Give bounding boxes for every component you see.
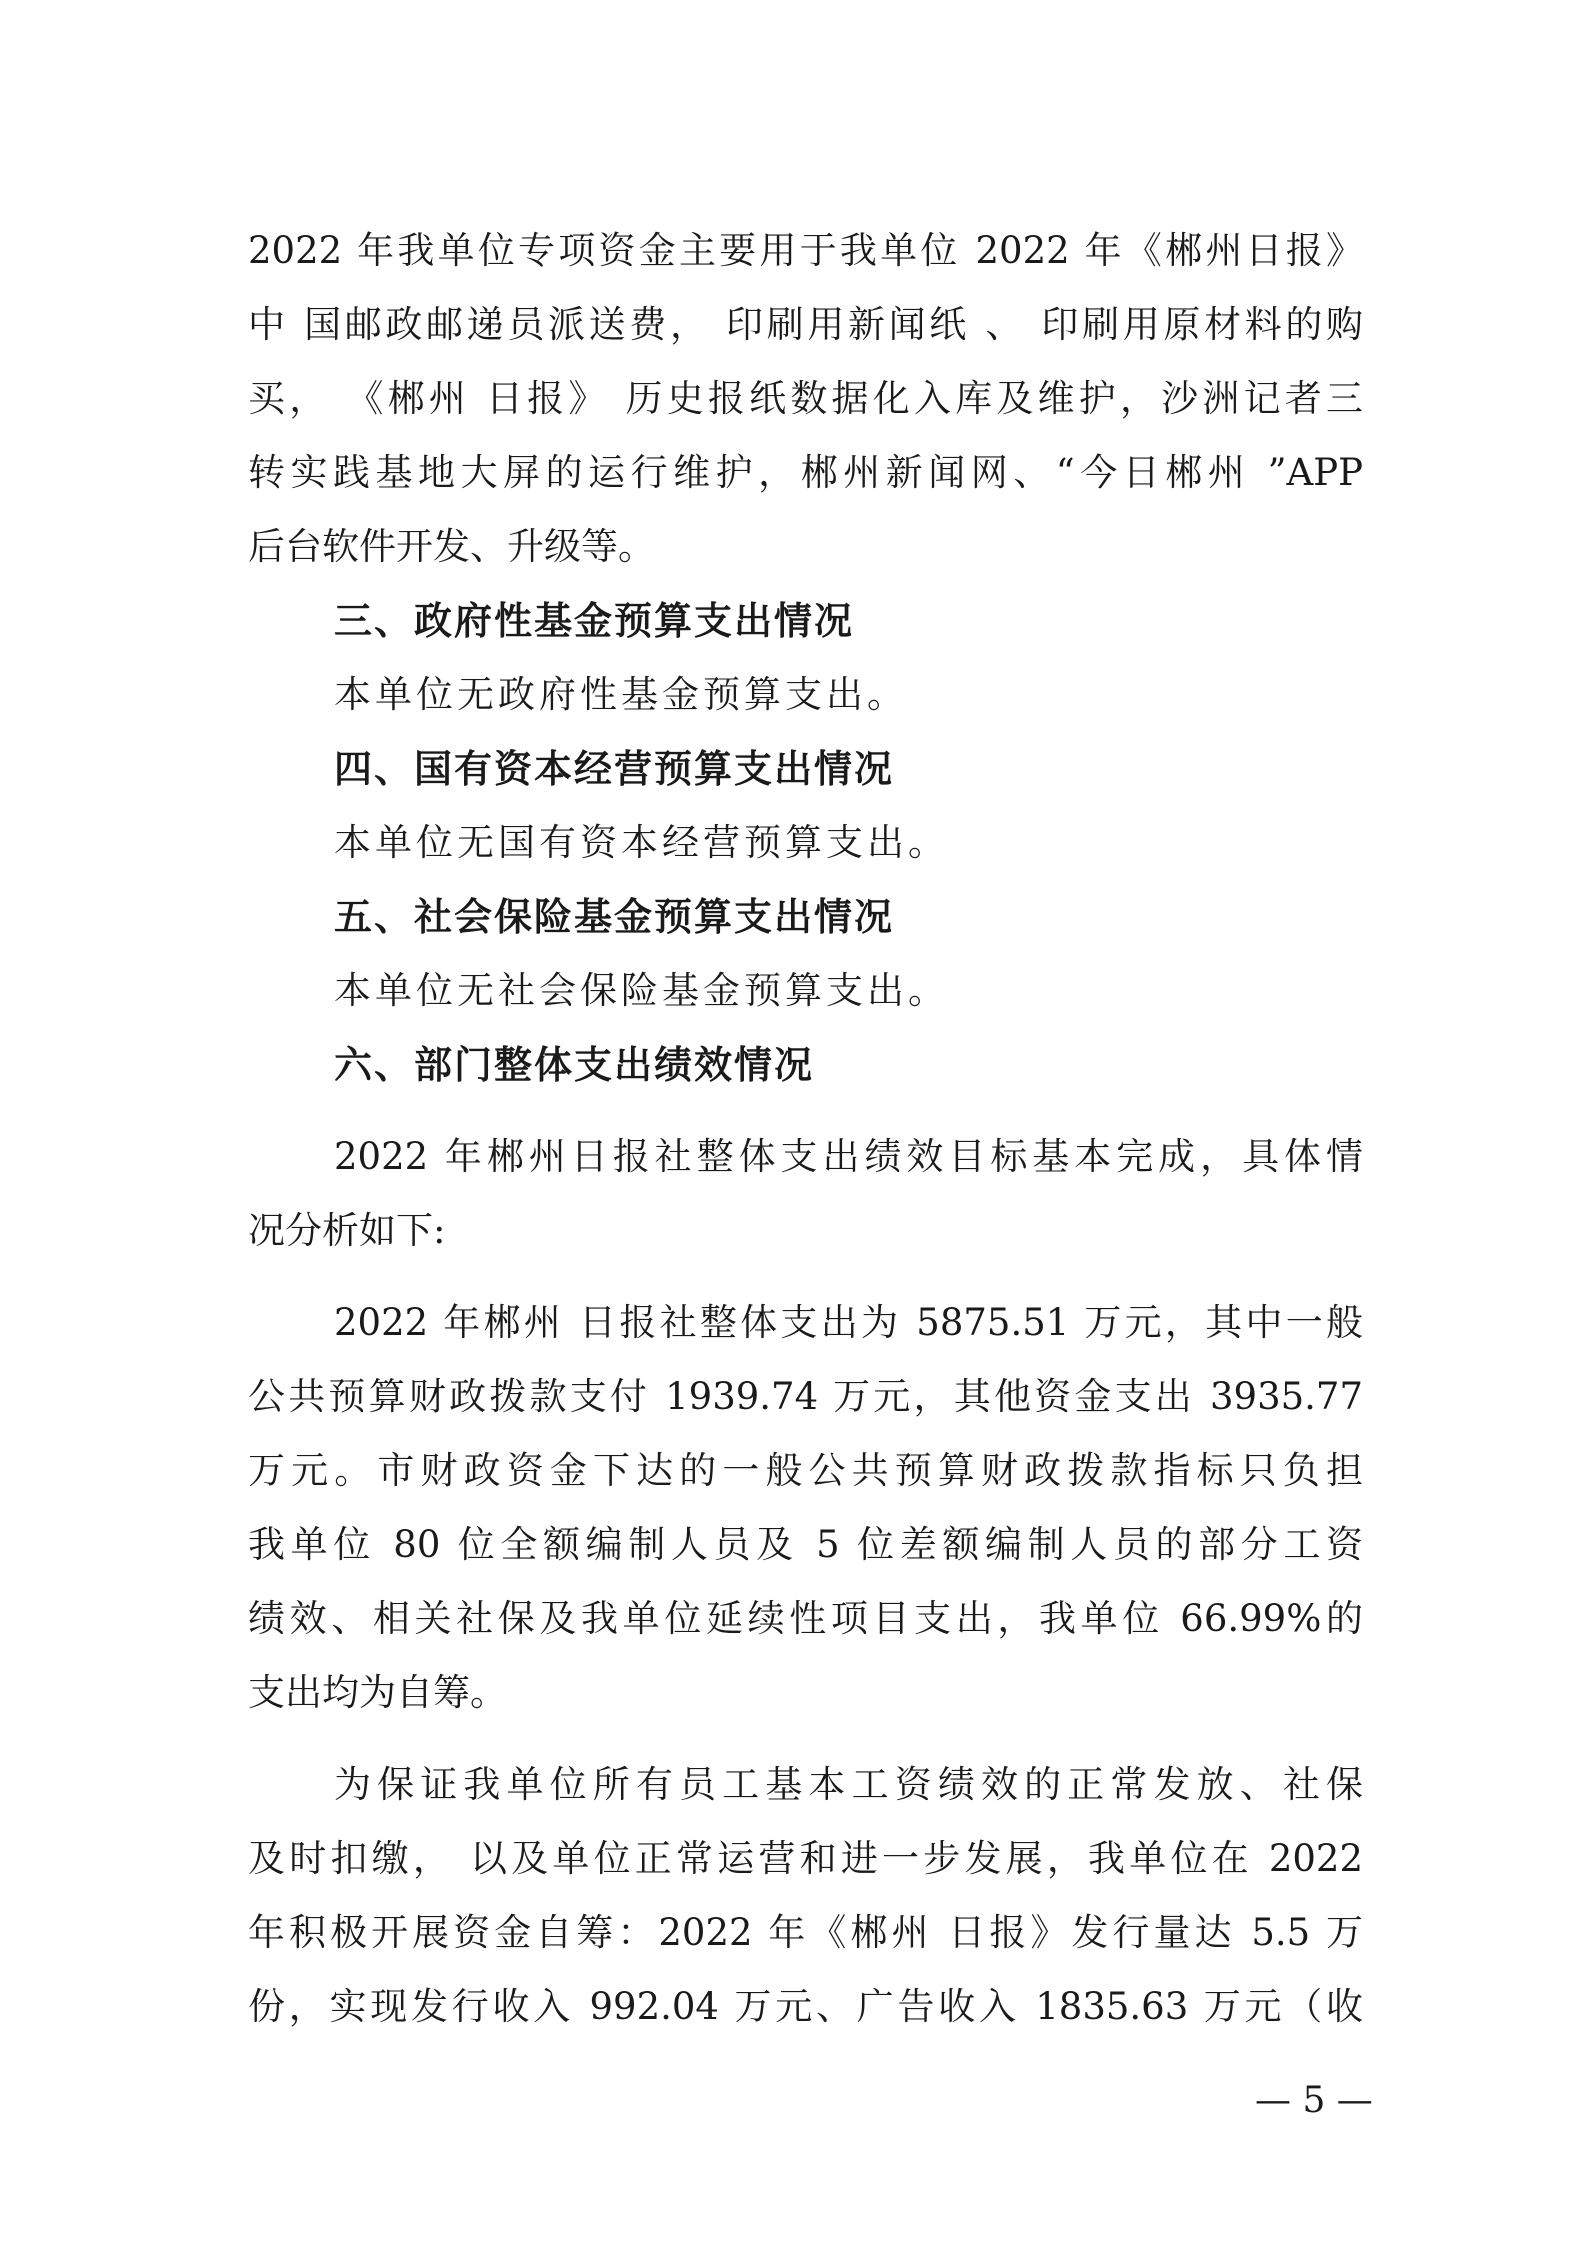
paragraph-self-funding [248, 1748, 1363, 2044]
text-line: 2022 年郴州 日报社整体支出为 5875.51 万元，其中一般 [334, 1301, 1363, 1344]
text-line: 转实践基地大屏的运行维护，郴州新闻网、“今日郴州 ”APP [248, 451, 1363, 494]
page-content [248, 214, 1363, 2044]
text-line: 公共预算财政拨款支付 1939.74 万元，其他资金支出 3935.77 [248, 1375, 1363, 1418]
text-line: 我单位 80 位全额编制人员及 5 位差额编制人员的部分工资 [248, 1523, 1363, 1566]
spacer [248, 1730, 1363, 1748]
section-heading-5: 五、社会保险基金预算支出情况 [334, 895, 895, 939]
text-line: 2022 年郴州日报社整体支出绩效目标基本完成，具体情 [334, 1135, 1363, 1178]
spacer [248, 1102, 1363, 1120]
section-heading-6: 六、部门整体支出绩效情况 [334, 1043, 815, 1087]
text-line: 及时扣缴， 以及单位正常运营和进一步发展，我单位在 2022 [248, 1837, 1363, 1880]
text-line: 万元。市财政资金下达的一般公共预算财政拨款指标只负担 [248, 1449, 1363, 1492]
text-line: 中 国邮政邮递员派送费， 印刷用新闻纸 、 印刷用原材料的购 [248, 303, 1363, 346]
text-line: 支出均为自筹。 [248, 1671, 507, 1714]
text-line: 后台软件开发、升级等。 [248, 525, 655, 568]
spacer [248, 1268, 1363, 1286]
paragraph-special-funds [248, 214, 1363, 584]
paragraph-total-expenditure [248, 1286, 1363, 1730]
text-line: 况分析如下: [248, 1209, 446, 1252]
text-line: 年积极开展资金自筹：2022 年《郴州 日报》发行量达 5.5 万 [248, 1911, 1363, 1954]
section-heading-3: 三、政府性基金预算支出情况 [334, 599, 855, 643]
page-number: — 5 — [1255, 2080, 1373, 2121]
section-text-4: 本单位无国有资本经营预算支出。 [334, 821, 949, 864]
section-text-5: 本单位无社会保险基金预算支出。 [334, 969, 949, 1012]
section-text-3: 本单位无政府性基金预算支出。 [334, 673, 908, 716]
text-line: 份，实现发行收入 992.04 万元、广告收入 1835.63 万元（收 [248, 1985, 1363, 2028]
text-line: 为保证我单位所有员工基本工资绩效的正常发放、社保 [334, 1763, 1363, 1806]
text-line: 买， 《郴州 日报》 历史报纸数据化入库及维护，沙洲记者三 [248, 377, 1363, 420]
section-heading-4: 四、国有资本经营预算支出情况 [334, 747, 895, 791]
text-line: 绩效、相关社保及我单位延续性项目支出，我单位 66.99%的 [248, 1597, 1363, 1640]
paragraph-performance-summary [248, 1120, 1363, 1268]
text-line: 2022 年我单位专项资金主要用于我单位 2022 年《郴州日报》 [248, 229, 1363, 272]
